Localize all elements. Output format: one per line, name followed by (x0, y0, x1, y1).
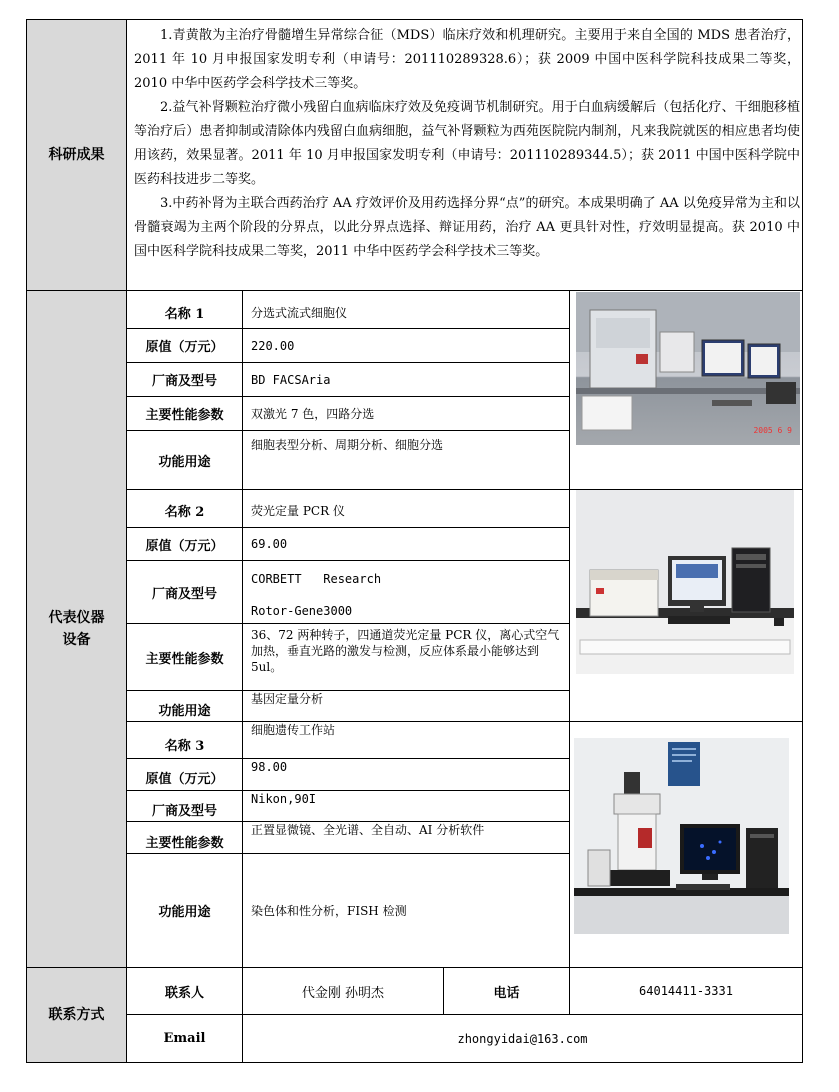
equipment-label (27, 291, 126, 967)
research-paragraph-1: 1.青黄散为主治疗骨髓增生异常综合征（MDS）临床疗效和机理研究。主要用于来自全国的 MDS 患者治疗，2011 年 10 月申报国家发明专利（申请号：201110289328.6）；获 2009 中国中医科学院科技成果二等奖，2010 中华中医药学会科学技术三等奖。 (134, 28, 800, 91)
item2-value: 69.00 (251, 537, 288, 551)
item1-name-label: 名称 1 (164, 306, 205, 322)
item3-params-label: 主要性能参数 (145, 836, 224, 851)
contact-label: 联系方式 (48, 1006, 105, 1023)
contact-person-label: 联系人 (164, 985, 204, 1001)
contact-email[interactable]: zhongyidai@163.com (457, 1031, 588, 1046)
equipment-label-line2: 设备 (62, 632, 91, 648)
item3-name-label: 名称 3 (164, 739, 205, 754)
item2-usage-label: 功能用途 (158, 704, 211, 719)
item3-value-label: 原值（万元） (145, 772, 224, 787)
contact-person: 代金刚 孙明杰 (301, 985, 385, 1001)
flow-cytometer-illustration (576, 292, 800, 445)
item1-usage-label: 功能用途 (158, 454, 211, 470)
item2-maker (243, 561, 569, 623)
item2-photo (576, 490, 794, 674)
item3-name: 细胞遗传工作站 (251, 723, 336, 737)
research-paragraph-3: 3.中药补肾为主联合西药治疗 AA 疗效评价及用药选择分界“点”的研究。本成果明确了 AA 以免疫异常为主和以骨髓衰竭为主两个阶段的分界点，以此分界点选择、辩证用药，治疗 AA 更具针对性，疗效明显提高。获 2010 中国中医科学院科技成果二等奖，2011 中华中医药学会科学技术三等奖。 (134, 196, 800, 259)
item1-maker-label: 厂商及型号 (151, 374, 217, 389)
item3-usage-label: 功能用途 (158, 904, 211, 920)
item3-usage: 染色体和性分析，FISH 检测 (251, 903, 407, 918)
item1-maker: BD FACSAria (251, 372, 331, 387)
microscope-illustration (574, 738, 789, 934)
item1-params-label: 主要性能参数 (145, 408, 224, 423)
research-label: 科研成果 (48, 147, 105, 163)
item3-photo (574, 738, 789, 934)
pcr-machine-illustration (576, 490, 794, 674)
item1-name: 分选式流式细胞仪 (251, 305, 348, 320)
item2-name: 荧光定量 PCR 仪 (251, 504, 345, 518)
research-paragraph-2: 2.益气补肾颗粒治疗微小残留白血病临床疗效及免疫调节机制研究。用于白血病缓解后（包括化疗、干细胞移植等治疗后）患者抑制或清除体内残留白血病细胞，益气补肾颗粒为西苑医院院内制剂，凡来我院就医的相应患者均使用该药，效果显著。2011 年 10 月申报国家发明专利（申请号：201110289344.5）；获 2011 中国中医科学院中医药科技进步二等奖。 (134, 100, 800, 187)
item1-photo-date: 2005 6 9 (753, 426, 792, 435)
item2-value-label: 原值（万元） (145, 538, 224, 554)
item3-value: 98.00 (251, 760, 288, 774)
equipment-label-line1: 代表仪器 (48, 610, 105, 626)
item2-params: 36、72 两种转子，四通道荧光定量 PCR 仪，离心式空气加热，垂直光路的激发与检测，反应体系最小能够达到 5ul。 (251, 628, 560, 674)
item3-params: 正置显微镜、全光谱、全自动、AI 分析软件 (251, 823, 485, 837)
contact-email-label: Email (163, 1031, 206, 1046)
item1-params: 双激光 7 色，四路分选 (251, 407, 375, 421)
item2-usage: 基因定量分析 (251, 692, 324, 706)
item2-maker-label: 厂商及型号 (151, 586, 217, 602)
contact-phone: 64014411-3331 (639, 984, 733, 998)
item2-maker-line1: CORBETT Research (251, 572, 382, 586)
item2-maker-line2: Rotor-Gene3000 (251, 604, 353, 618)
item1-photo (576, 292, 800, 445)
contact-phone-label: 电话 (493, 985, 520, 1001)
research-content (134, 24, 800, 286)
item2-params-label: 主要性能参数 (145, 651, 224, 667)
item3-maker-label: 厂商及型号 (151, 804, 217, 819)
item1-value-label: 原值（万元） (145, 340, 224, 355)
item1-usage: 细胞表型分析、周期分析、细胞分选 (251, 438, 444, 452)
item2-name-label: 名称 2 (164, 505, 205, 520)
item1-value: 220.00 (251, 338, 295, 353)
item3-maker: Nikon,90I (251, 792, 317, 806)
